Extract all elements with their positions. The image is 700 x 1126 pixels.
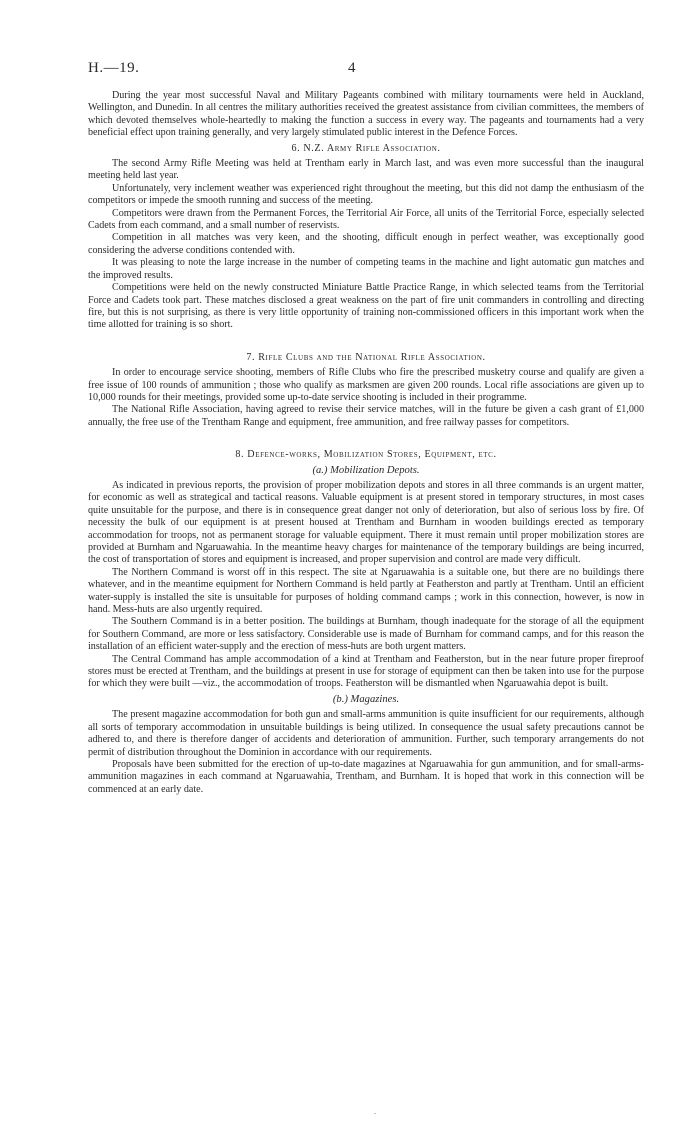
paragraph: The Northern Command is worst off in this respect. The site at Ngaruawahia is a suitable one, but there are no buildings there whatever, and in the meantime equipment for Northern Command is held partly at Featherston and partly at Trentham. Until an efficient water-supply is installed the site is unsuitable for purposes of holding command camps ; work in this connection, however, is now in hand. Mess-huts are also urgently required. xyxy=(88,566,644,616)
footer-mark: . xyxy=(374,1106,376,1116)
paragraph: Competitors were drawn from the Permanent Forces, the Territorial Air Force, all units of the Territorial Force, especially selected Cadets from each command, and a small number of reservists. xyxy=(88,207,644,232)
paragraph: It was pleasing to note the large increase in the number of competing teams in the machine and light automatic gun matches and the improved results. xyxy=(88,257,644,281)
page-header xyxy=(88,62,644,84)
section-rifle-clubs xyxy=(88,352,644,429)
document-reference: H.—19. xyxy=(88,60,140,76)
subsection-heading: (a.) Mobilization Depots. xyxy=(312,464,420,476)
paragraph: During the year most successful Naval and Military Pageants combined with military tournaments were held in Auckland, Wellington, and Dunedin. In all centres the military authorities received the greatest assistance from civilian committees, the members of which devoted themselves whole-heartedly to making the function a success in every way. The pageants and tournaments had a very beneficial effect upon training generally, and very largely stimulated public interest in the Defence Forces. xyxy=(88,90,644,139)
paragraph: Competition in all matches was very keen, and the shooting, difficult enough in perfect weather, was exceptionally good considering the adverse conditions contended with. xyxy=(88,232,644,256)
paragraph: The Central Command has ample accommodation of a kind at Trentham and Featherston, but in the near future proper fireproof stores must be erected at Trentham, and the buildings at present in use for storage of equipment can then be taken into use for the purpose for which they were built —viz., the accommodation of troops. Featherston will be dismantled when Ngaruawahia depot is built. xyxy=(88,653,644,690)
paragraph: As indicated in previous reports, the provision of proper mobilization depots and stores in all three commands is an urgent matter, for economic as well as strategical and tactical reasons. Valuable equipment is at present stored in temporary structures, in most cases quite unsuitable for the purpose, and there is in consequence great danger not only of deterioration, but also of serious loss by fire. Of necessity the bulk of our equipment is at present housed at Trentham and Burnham in wooden buildings erected as temporary accommodation for troops, not as permanent storage for valuable equipment. There it must remain until proper mobilization stores are provided at Burnham and Ngaruawahia. In the meantime heavy charges for maintenance of the temporary buildings are being incurred, the cost of transportation of stores and equipment is increased, and proper supervision and control are made very difficult. xyxy=(88,479,644,566)
paragraph: Unfortunately, very inclement weather was experienced right throughout the meeting, but this did not damp the enthusiasm of the competitors or impede the smooth running and success of the meeting. xyxy=(88,182,644,207)
section-pageants xyxy=(88,90,644,140)
paragraph: Competitions were held on the newly constructed Miniature Battle Practice Range, in which selected teams from the Territorial Force and Cadets took part. These matches disclosed a great weakness on the part of fire unit commanders in controlling and directing fire, but this is not surprising, as there is very little opportunity of training non-commissioned officers in this important work when the time allotted for training is so short. xyxy=(88,282,644,331)
section-army-rifle-association xyxy=(88,143,644,332)
paragraph: The National Rifle Association, having agreed to revise their service matches, will in the future be given a cash grant of £1,000 annually, the free use of the Trentham Range and equipment, free ammunition, and free railway passes for competitors. xyxy=(88,404,644,428)
section-magazines xyxy=(88,694,644,796)
section-heading: 7. Rifle Clubs and the National Rifle Association. xyxy=(246,351,486,363)
section-heading: 8. Defence-works, Mobilization Stores, Equipment, etc. xyxy=(235,449,497,461)
paragraph: The present magazine accommodation for both gun and small-arms ammunition is quite insufficient for our requirements, although all sorts of temporary accommodation in unsuitable buildings is being utilized. In consequence the usual safety precautions cannot be adhered to, and there is therefore danger of accidents and deterioration of ammunition. Further, such temporary arrangements do not permit of distribution throughout the Dominion in accordance with our requirements. xyxy=(88,709,644,758)
subsection-heading: (b.) Magazines. xyxy=(332,693,400,705)
section-heading: 6. N.Z. Army Rifle Association. xyxy=(291,142,441,154)
paragraph: In order to encourage service shooting, members of Rifle Clubs who fire the prescribed musketry course and qualify are given a free issue of 100 rounds of ammunition ; those who qualify as marksmen are given 200 rounds. Local rifle associations are given up to 10,000 rounds for their meetings, provided some up-to-date service shooting is included in their programme. xyxy=(88,367,644,403)
page-number: 4 xyxy=(348,60,356,76)
paragraph: The second Army Rifle Meeting was held at Trentham early in March last, and was even more successful than the inaugural meeting held last year. xyxy=(88,158,644,182)
section-defence-works xyxy=(88,449,644,691)
paragraph: The Southern Command is in a better position. The buildings at Burnham, though inadequate for the storage of all the equipment for Southern Command, are more or less satisfactory. Considerable use is made of Burnham for command camps, and for this reason the installation of an efficient water-supply and the erection of mess-huts are both urgent matters. xyxy=(88,616,644,653)
paragraph: Proposals have been submitted for the erection of up-to-date magazines at Ngaruawahia for gun ammunition, and for small-arms-ammunition magazines in each command at Ngaruawahia, Trentham, and Burnham. It is hoped that work in this connection will be commenced at an early date. xyxy=(88,758,644,795)
